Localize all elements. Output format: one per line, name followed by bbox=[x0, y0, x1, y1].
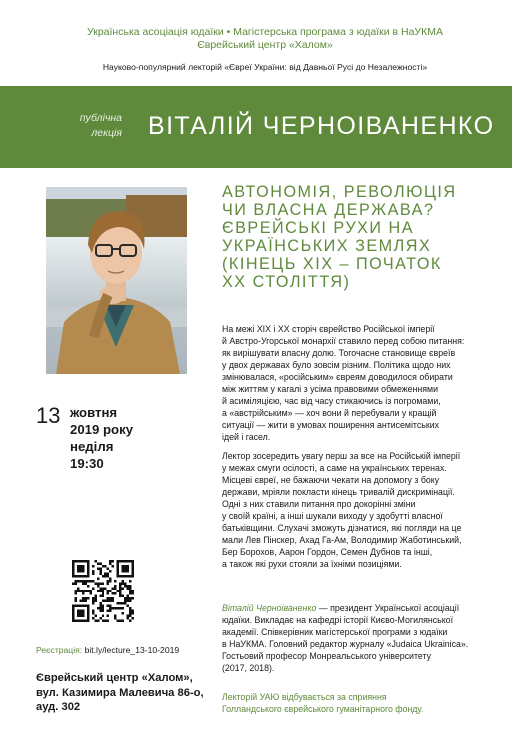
title-line: XX СТОЛІТТЯ) bbox=[222, 273, 351, 291]
text-line: мали Лев Пінскер, Ахад Га-Ам, Володимир Жаботинський, bbox=[222, 535, 462, 545]
speaker-banner bbox=[0, 86, 512, 168]
text-line: Гостьовий професор Монреальського університету bbox=[222, 651, 432, 661]
registration-line bbox=[36, 645, 179, 655]
address-line: вул. Казимира Малевича 86-о, bbox=[36, 686, 204, 699]
date-month: жовтня bbox=[70, 405, 118, 420]
title-line: (КІНЕЦЬ XIX – ПОЧАТОК bbox=[222, 255, 442, 273]
date-day: 13 bbox=[36, 403, 61, 428]
title-line: АВТОНОМІЯ, РЕВОЛЮЦІЯ bbox=[222, 183, 457, 201]
speaker-photo bbox=[46, 187, 187, 374]
text-line: академії. Співкерівник магістерської програми з юдаїки bbox=[222, 627, 448, 637]
header-center: Єврейський центр «Халом» bbox=[197, 39, 333, 51]
title-line: ЄВРЕЙСЬКІ РУХИ НА bbox=[222, 219, 415, 237]
text-line: змінювалася, «російським» євреям доводилося обирати bbox=[222, 372, 453, 382]
registration-link[interactable]: bit.ly/lecture_13-10-2019 bbox=[84, 645, 180, 655]
speaker-bio bbox=[222, 602, 522, 674]
bio-first-rest: — президент Української асоціації bbox=[316, 603, 460, 613]
date-weekday: неділя bbox=[70, 439, 114, 454]
lecture-title bbox=[222, 183, 522, 291]
footer-line: Голландського єврейського гуманітарного фонду. bbox=[222, 704, 424, 714]
text-line: держави, мріяли покласти кінець тривалій дискримінації. bbox=[222, 487, 455, 497]
lecture-type-line2: лекція bbox=[91, 127, 122, 139]
lecture-type-line1: публічна bbox=[79, 112, 122, 124]
text-line: й Австро-Угорської монархії ставило перед собою питання: bbox=[222, 336, 465, 346]
text-line: в НаУКМА. Головний редактор журналу «Judaica Ukrainica». bbox=[222, 639, 469, 649]
title-line: ЧИ ВЛАСНА ДЕРЖАВА? bbox=[222, 201, 435, 219]
text-line: а також які рухи стояли за їхніми позиціями. bbox=[222, 559, 402, 569]
text-line: На межі XIX і XX сторіч єврейство Російської імперії bbox=[222, 324, 435, 334]
venue-address bbox=[36, 671, 204, 715]
text-line: Місцеві євреї, не бажаючи чекати на допомогу з боку bbox=[222, 475, 440, 485]
date-details bbox=[70, 404, 133, 472]
text-line: ідей і гасел. bbox=[222, 432, 271, 442]
text-line: юдаїки. Викладає на кафедрі історії Києво-Могилянської bbox=[222, 615, 454, 625]
bio-speaker-name: Віталій Черноіваненко bbox=[222, 603, 317, 613]
text-line: між життям у кагалі з усіма правовими обмеженнями bbox=[222, 384, 438, 394]
date-time: 19:30 bbox=[70, 456, 104, 471]
title-line: УКРАЇНСЬКИХ ЗЕМЛЯХ bbox=[222, 237, 432, 255]
text-line: батьківщини. Слухачі зможуть дізнатися, які погляди на це bbox=[222, 523, 462, 533]
text-line: у межах смуги осілості, а саме на українських теренах. bbox=[222, 463, 447, 473]
registration-label: Реєстрація: bbox=[36, 645, 83, 655]
text-line: у двох державах було зовсім різним. Політика щодо них bbox=[222, 360, 451, 370]
footer-line: Лекторій УАЮ відбувається за сприяння bbox=[222, 692, 387, 702]
address-line: Єврейський центр «Халом», bbox=[36, 672, 193, 684]
address-line: ауд. 302 bbox=[36, 701, 81, 713]
text-line: (2017, 2018). bbox=[222, 663, 275, 673]
lecture-type-label bbox=[62, 111, 122, 141]
qr-code bbox=[72, 560, 134, 622]
description-paragraph-2 bbox=[222, 450, 522, 570]
lectorium-title: Науково-популярний лекторій «Євреї України: від Давньої Русі до Незалежності» bbox=[102, 62, 428, 72]
date-year: 2019 року bbox=[70, 422, 134, 437]
header-organizations: Українська асоціація юдаїки • Магістерська програма з юдаїки в НаУКМА bbox=[87, 26, 443, 38]
text-line: й асиміляцією, час від часу стикаючись із погромами, bbox=[222, 396, 441, 406]
sponsor-note bbox=[222, 691, 522, 715]
speaker-name: ВІТАЛІЙ ЧЕРНОІВАНЕНКО bbox=[148, 112, 495, 140]
bio-first-line bbox=[222, 602, 522, 614]
text-line: Лектор зосередить увагу перш за все на Російській імперії bbox=[222, 451, 461, 461]
text-line: Одні з них ставили питання про докорінні зміни bbox=[222, 499, 416, 509]
text-line: як вирішувати власну долю. Тогочасне становище євреїв bbox=[222, 348, 456, 358]
text-line: Бер Борохов, Аарон Гордон, Семен Дубнов та інші, bbox=[222, 547, 433, 557]
text-line: ситуації — жити в умовах поширення антисемітських bbox=[222, 420, 440, 430]
speaker-portrait-image bbox=[46, 187, 187, 374]
description-paragraph-1 bbox=[222, 323, 522, 443]
text-line: а «австрійським» — хоч вони й перебували у кращій bbox=[222, 408, 437, 418]
text-line: у своїй країні, а інші шукали виходу у здобутті власної bbox=[222, 511, 443, 521]
